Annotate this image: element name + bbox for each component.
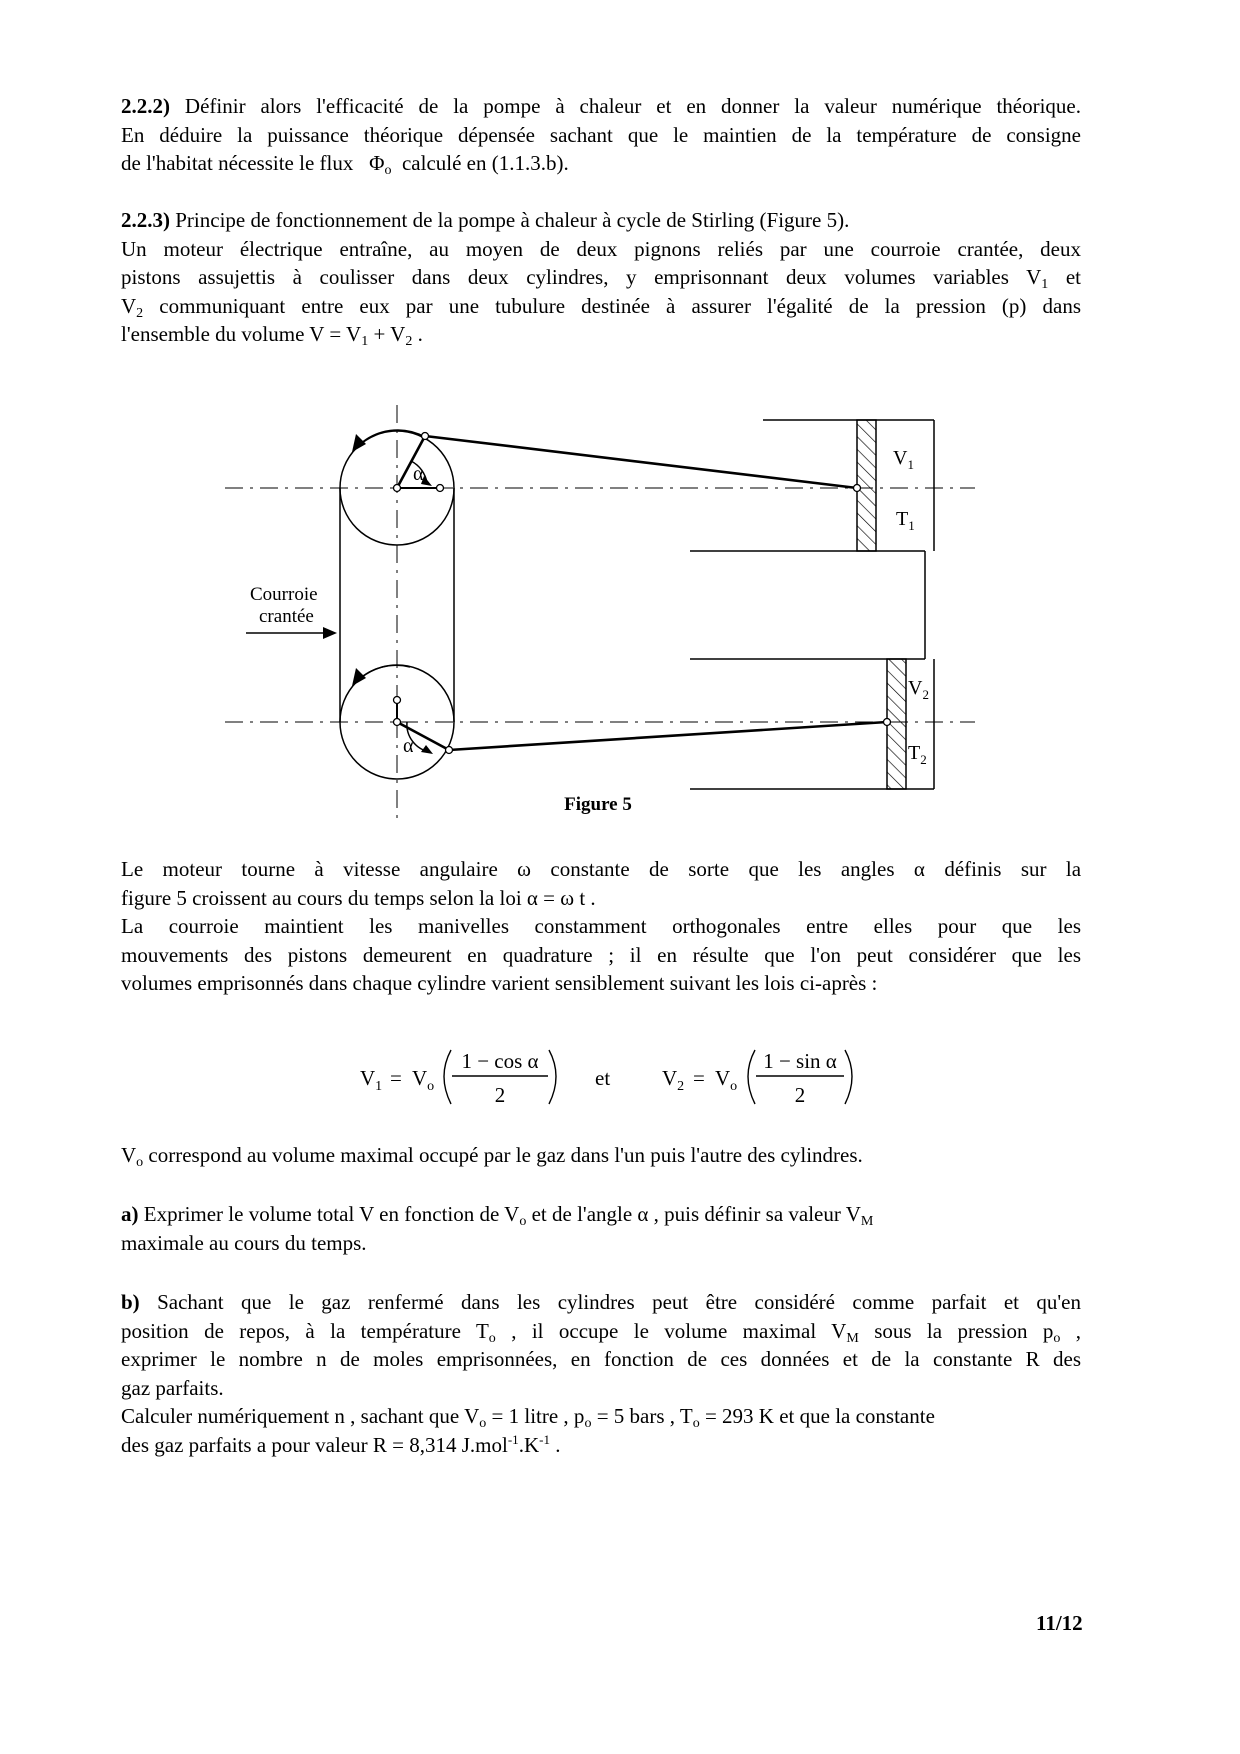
text: volumes emprisonnés dans chaque cylindre varient sensiblement suivant les lois ci-après : xyxy=(121,971,878,995)
qa-line-2 xyxy=(121,1229,1081,1258)
pivot-piston-1 xyxy=(854,485,861,492)
text: constante de sorte que les angles xyxy=(550,857,895,881)
qb-line-5 xyxy=(121,1402,1081,1431)
superscript: -1 xyxy=(507,1431,519,1447)
v1-label xyxy=(893,447,914,472)
question-label: b) xyxy=(121,1290,140,1314)
eq1-lhs xyxy=(360,1066,382,1094)
eq2-lhs xyxy=(662,1066,684,1094)
para2-line-1 xyxy=(121,912,1081,941)
vo-line xyxy=(121,1141,1081,1170)
subscript: o xyxy=(519,1214,527,1229)
text: Principe de fonctionnement de la pompe à chaleur à cycle de Stirling (Figure 5). xyxy=(175,208,850,232)
text: gaz parfaits. xyxy=(121,1375,224,1400)
text: mouvements des pistons demeurent en quadrature ; il en résulte que l'on peut considérer que les xyxy=(121,942,1081,967)
text: exprimer le nombre n de moles emprisonnées, en fonction de ces données et de la constante R des xyxy=(121,1347,1081,1371)
text: V xyxy=(121,1143,137,1167)
text: pistons assujettis à coulisser dans deux cylindres, y emprisonnant deux volumes variables V xyxy=(121,265,1042,289)
omega-symbol: ω xyxy=(517,857,531,881)
subscript: 2 xyxy=(136,305,144,321)
vo-sub: o xyxy=(730,1079,738,1094)
text: Le moteur tourne à vitesse angulaire xyxy=(121,857,498,881)
figure-caption: Figure 5 xyxy=(564,794,632,815)
section-number: 2.2.2) xyxy=(121,94,170,118)
para1-line-1 xyxy=(121,855,1081,884)
pivot-piston-2 xyxy=(884,719,891,726)
pivot-top-center xyxy=(394,485,401,492)
text: Un moteur électrique entraîne, au moyen de deux pignons reliés par une courroie crantée, deux xyxy=(121,236,1081,261)
text: La courroie maintient les manivelles constamment orthogonales entre elles pour que les xyxy=(121,914,1081,938)
pivot-bottom-crank xyxy=(446,747,453,754)
t1-sub: 1 xyxy=(908,518,915,533)
v2: V xyxy=(662,1066,678,1090)
alpha-label-bottom: α xyxy=(403,735,414,757)
rotation-arc-bottom xyxy=(358,665,410,680)
subscript: o xyxy=(692,1416,700,1431)
text: . xyxy=(549,1432,561,1457)
t2-label xyxy=(908,742,927,767)
eq1-paren-right xyxy=(549,1050,556,1104)
text: = 5 bars , T xyxy=(591,1404,693,1428)
v2-sub: 2 xyxy=(922,687,929,702)
text: sous la pression p xyxy=(858,1318,1054,1343)
text: .K xyxy=(518,1432,540,1457)
eq1-vo xyxy=(412,1066,434,1094)
belt-label-line-1: Courroie xyxy=(250,584,318,605)
phi-symbol: Φ xyxy=(369,151,385,175)
text: Exprimer le volume total V en fonction de V xyxy=(143,1202,520,1226)
text: . xyxy=(412,322,423,346)
superscript: -1 xyxy=(539,1431,550,1447)
subscript: o xyxy=(479,1416,487,1431)
eq1-denominator: 2 xyxy=(494,1083,506,1107)
text: calculé en (1.1.3.b). xyxy=(401,151,569,175)
para2-line-3 xyxy=(121,969,1081,998)
text: et de l'angle α , puis définir sa valeur V xyxy=(526,1202,861,1226)
question-a xyxy=(121,1200,1081,1257)
text: figure 5 croissent au cours du temps selon la loi α = ω t . xyxy=(121,885,596,910)
alpha-label-top: α xyxy=(413,463,424,485)
question-b xyxy=(121,1288,1081,1459)
belt-label-line-2: crantée xyxy=(259,606,314,627)
pivot-top-ref xyxy=(437,485,444,492)
eq1-paren-left xyxy=(444,1050,451,1104)
text: des gaz parfaits a pour valeur R = 8,314 J.mol xyxy=(121,1432,508,1457)
text: correspond au volume maximal occupé par le gaz dans l'un puis l'autre des cylindres. xyxy=(143,1143,863,1167)
eq2-denominator: 2 xyxy=(794,1083,806,1107)
alpha-symbol: α xyxy=(913,857,925,881)
qb-line-2 xyxy=(121,1317,1081,1346)
subscript: o xyxy=(584,1416,592,1431)
eq2-vo xyxy=(715,1066,737,1094)
qb-line-3 xyxy=(121,1345,1081,1374)
section-number: 2.2.3) xyxy=(121,208,170,232)
t1-letter: T xyxy=(896,508,909,530)
vo-sub: o xyxy=(427,1079,435,1094)
text: maximale au cours du temps. xyxy=(121,1230,367,1255)
text: = 1 litre , p xyxy=(486,1404,585,1428)
rod-top xyxy=(425,436,857,488)
subscript: o xyxy=(384,163,392,178)
qb-line-4 xyxy=(121,1374,1081,1403)
text: , il occupe le volume maximal V xyxy=(495,1318,847,1343)
qb-line-1 xyxy=(121,1288,1081,1317)
subscript: o xyxy=(1053,1330,1061,1346)
text: V xyxy=(121,293,137,318)
text: , xyxy=(1060,1318,1082,1343)
eq2-paren-left xyxy=(748,1050,755,1104)
text: Calculer numériquement n , sachant que V xyxy=(121,1404,480,1428)
subscript: 2 xyxy=(405,334,413,349)
text: Sachant que le gaz renfermé dans les cylindres peut être considéré comme parfait et qu'en xyxy=(157,1290,1082,1314)
eq1-numerator: 1 − cos α xyxy=(461,1049,539,1073)
v2-label xyxy=(908,677,929,702)
t2-sub: 2 xyxy=(920,752,927,767)
v2-sub: 2 xyxy=(677,1079,685,1094)
vo: V xyxy=(715,1066,731,1090)
v1: V xyxy=(360,1066,376,1090)
text: Définir alors l'efficacité de la pompe à chaleur et en donner la valeur numérique théorique. xyxy=(184,94,1082,118)
text: + V xyxy=(368,322,406,346)
eq2-paren-right xyxy=(845,1050,852,1104)
eq2-numerator: 1 − sin α xyxy=(763,1049,837,1073)
text: l'ensemble du volume V = V xyxy=(121,322,362,346)
text: position de repos, à la température T xyxy=(121,1318,489,1343)
text: communiquant entre eux par une tubulure destinée à assurer l'égalité de la pression (p) dans xyxy=(159,293,1081,318)
rotation-arc-top xyxy=(358,430,425,446)
pivot-bottom-top xyxy=(394,697,401,704)
subscript: M xyxy=(846,1330,859,1346)
rod-bottom xyxy=(449,722,887,750)
belt-pointer-arrowhead xyxy=(323,627,337,639)
text: et xyxy=(1065,265,1081,289)
pivot-bottom-center xyxy=(394,719,401,726)
text: En déduire la puissance théorique dépensée sachant que le maintien de la température de consigne xyxy=(121,122,1081,147)
para2-line-2 xyxy=(121,941,1081,970)
subscript: 1 xyxy=(361,334,369,349)
text: définis sur la xyxy=(944,857,1082,881)
figure-5 xyxy=(0,0,1240,830)
t2-letter: T xyxy=(908,742,921,764)
para1-line-2 xyxy=(121,884,1081,913)
rotation-arrowhead-top xyxy=(352,434,366,452)
qb-line-6 xyxy=(121,1431,1081,1460)
eq1-equals: = xyxy=(390,1066,402,1090)
eq-et: et xyxy=(595,1066,611,1090)
subscript: o xyxy=(136,1155,144,1170)
vo: V xyxy=(412,1066,428,1090)
t1-label xyxy=(896,508,915,533)
text: = 293 K et que la constante xyxy=(699,1404,935,1428)
v1-sub: 1 xyxy=(907,457,914,472)
subscript: 1 xyxy=(1041,277,1049,292)
qa-line-1 xyxy=(121,1200,1081,1229)
question-label: a) xyxy=(121,1202,139,1226)
angle-arrowhead-bottom xyxy=(421,745,433,754)
subscript: M xyxy=(860,1214,874,1229)
vo-definition xyxy=(121,1141,1081,1170)
eq2-equals: = xyxy=(693,1066,705,1090)
page-number: 11/12 xyxy=(1036,1611,1083,1635)
v1-sub: 1 xyxy=(375,1079,383,1094)
pivot-top-crank xyxy=(422,433,429,440)
paragraph-motor xyxy=(121,855,1081,998)
text: de l'habitat nécessite le flux xyxy=(121,151,354,175)
rotation-arrowhead-bottom xyxy=(352,668,366,686)
subscript: o xyxy=(488,1330,496,1346)
v2-letter: V xyxy=(908,677,923,699)
v1-letter: V xyxy=(893,447,908,469)
